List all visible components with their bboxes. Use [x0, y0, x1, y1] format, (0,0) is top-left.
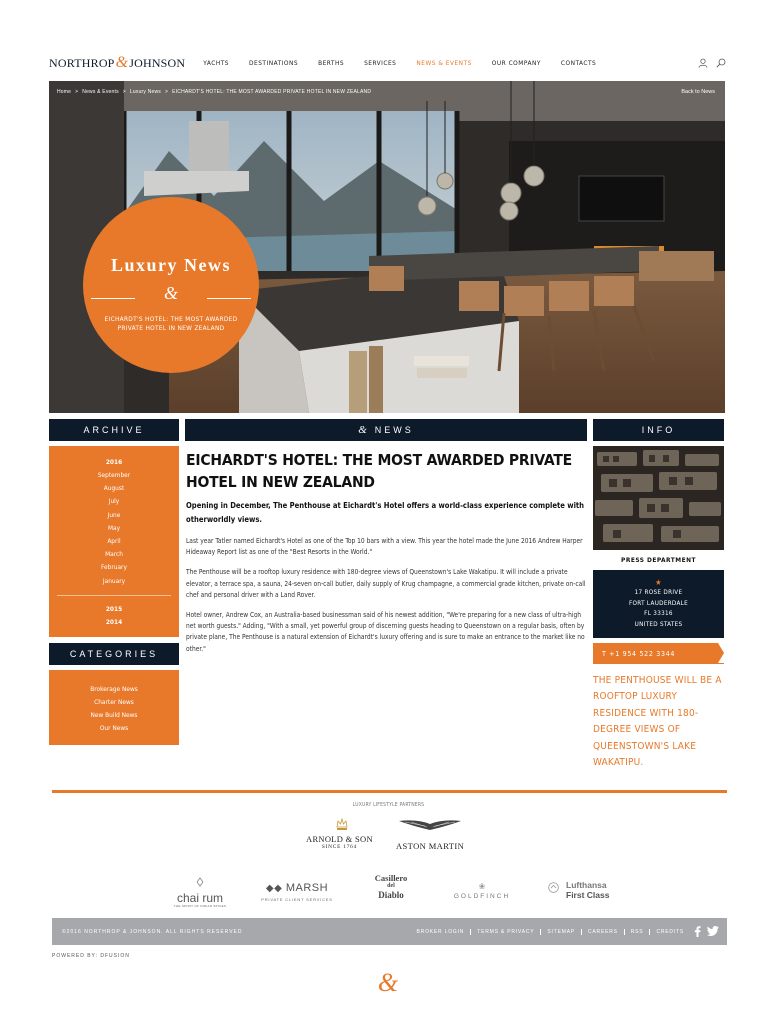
menu-item-contacts[interactable]: CONTACTS	[560, 59, 597, 67]
archive-month[interactable]: February	[101, 563, 127, 572]
archive-month[interactable]: March	[105, 550, 123, 559]
archive-month[interactable]: September	[97, 471, 131, 479]
user-icon[interactable]	[698, 58, 708, 68]
category-our-news[interactable]: Our News	[99, 723, 129, 732]
goldfinch-bird-icon: ❀	[478, 882, 486, 891]
archive-year-2014[interactable]: 2014	[105, 617, 123, 626]
powered-by: POWERED BY: DFUSION	[52, 953, 130, 959]
article-lead: Opening in December, The Penthouse at Eichardt's Hotel offers a world-class experience complete with otherworldly views.	[186, 501, 585, 524]
partner-arnold-son[interactable]	[306, 818, 373, 850]
site-logo[interactable]	[49, 54, 185, 72]
marsh-icon: ◆◆	[265, 883, 283, 894]
circle-divider-right	[207, 298, 251, 299]
address-line: 17 ROSE DRIVE	[634, 589, 683, 596]
marsh-sub: PRIVATE CLIENT SERVICES	[261, 897, 333, 902]
search-icon[interactable]	[716, 58, 726, 68]
partners-title: LUXURY LIFESTYLE PARTNERS	[352, 802, 425, 808]
address-line: FL 33316	[644, 610, 673, 617]
footer-link-broker-login[interactable]: BROKER LOGIN	[416, 928, 465, 935]
address-line: UNITED STATES	[634, 620, 683, 628]
archive-month[interactable]: July	[108, 497, 120, 506]
menu-item-our-company[interactable]: OUR COMPANY	[491, 59, 541, 67]
partner-chai-rum[interactable]	[170, 874, 230, 908]
partners-row-1	[300, 818, 480, 858]
back-to-news-link[interactable]: Back to News	[681, 89, 715, 95]
menu-item-news-events[interactable]: NEWS & EVENTS	[416, 59, 472, 67]
circle-ampersand: &	[163, 283, 178, 303]
info-header	[593, 419, 724, 441]
menu-item-berths[interactable]: BERTHS	[318, 59, 345, 67]
breadcrumb-current: EICHARDT'S HOTEL: THE MOST AWARDED PRIVATE HOTEL IN NEW ZEALAND	[172, 89, 372, 95]
lufthansa-crane-icon	[548, 882, 559, 893]
categories-title: CATEGORIES	[69, 648, 159, 659]
chai-rum-leaf-icon	[194, 877, 206, 887]
article-paragraph: Hotel owner, Andrew Cox, an Australia-based businessman said of his newest addition, "We're preparing for a new class of ultra-high net worth guests." Adding, "With a small, yet powerful group of discerning guests heading to Queenstown on a regular basis, often by private plane, The Penthouse is a natural extension of Eichardt's luxury offering and is sure to make an entrance to the market like no other."	[186, 611, 585, 653]
top-navigation	[49, 52, 726, 74]
arnold-son-since: SINCE 1764	[321, 844, 358, 850]
news-header	[185, 419, 587, 441]
archive-month[interactable]: April	[107, 537, 121, 546]
footer-link-credits[interactable]: CREDITS	[649, 929, 690, 935]
twitter-icon[interactable]	[707, 926, 719, 936]
article-paragraph: The Penthouse will be a rooftop luxury residence with 180-degree views of Queenstown's Lake Wakatipu. It will include a private elevator, a terrace spa, a sauna, 24-seven on-call butler, daily supply of Krug champagne, a commercial grade kitchen, private on-call chef and personal driver with a Land Rover.	[186, 568, 586, 599]
article	[185, 441, 587, 655]
chai-rum-sub: THE SPIRIT OF INDIAN SPICES	[173, 904, 227, 908]
news-ampersand-icon: &	[358, 424, 367, 436]
partner-lufthansa[interactable]	[548, 880, 624, 900]
footer-links	[411, 926, 719, 937]
facebook-icon[interactable]	[694, 926, 701, 937]
hero-banner	[49, 81, 725, 413]
arnold-son-name: ARNOLD & SON	[306, 834, 373, 844]
hero-title-circle	[83, 197, 259, 373]
archive-year-2015[interactable]: 2015	[105, 604, 123, 613]
archive-list	[49, 446, 179, 637]
main-menu	[203, 59, 616, 67]
partner-marsh[interactable]	[256, 882, 338, 902]
casillero-line-3: Diablo	[378, 890, 404, 900]
archive-month[interactable]: August	[103, 484, 125, 493]
right-sidebar	[593, 419, 724, 771]
categories-list	[49, 670, 179, 745]
phone-number[interactable]: T +1 954 522 3344	[593, 643, 724, 664]
hero-title: Luxury News	[110, 255, 231, 275]
pull-quote: THE PENTHOUSE WILL BE A ROOFTOP LUXURY RESIDENCE WITH 180-DEGREE VIEWS OF QUEENSTOWN'S LAKE WAKATIPU.	[593, 675, 722, 769]
casillero-line-1: Casillero	[374, 873, 408, 883]
partner-goldfinch[interactable]	[442, 882, 522, 900]
press-department-label: PRESS DEPARTMENT	[621, 556, 696, 564]
footer-ampersand-logo[interactable]: &	[377, 968, 399, 997]
breadcrumb-sep: >	[75, 89, 79, 95]
aston-martin-wings-icon	[397, 818, 463, 832]
crown-icon	[336, 818, 348, 832]
archive-month[interactable]: June	[107, 510, 121, 519]
breadcrumb-luxury-news[interactable]: Luxury News	[129, 89, 162, 95]
news-title: NEWS	[374, 425, 414, 435]
breadcrumb-sep: >	[165, 89, 169, 95]
left-sidebar	[49, 419, 179, 745]
printing-type-image	[593, 446, 724, 550]
article-headline: EICHARDT'S HOTEL: THE MOST AWARDED PRIVATE HOTEL IN NEW ZEALAND	[186, 451, 572, 491]
menu-item-yachts[interactable]: YACHTS	[203, 59, 230, 67]
breadcrumb-sep: >	[122, 89, 126, 95]
category-brokerage-news[interactable]: Brokerage News	[90, 684, 138, 693]
category-charter-news[interactable]: Charter News	[94, 697, 134, 706]
address-box	[593, 570, 724, 638]
footer-bar	[52, 918, 727, 945]
address-line: FORT LAUDERDALE	[628, 599, 688, 607]
footer-link-sitemap[interactable]: SITEMAP	[540, 929, 581, 935]
archive-header	[49, 419, 179, 441]
footer-link-terms-privacy[interactable]: TERMS & PRIVACY	[470, 929, 540, 935]
archive-year-2016[interactable]: 2016	[105, 458, 123, 466]
archive-divider	[57, 595, 171, 596]
article-paragraph: Last year Tatler named Eichardt's Hotel as one of the Top 10 bars with a view. This year the hotel made the June 2016 Andrew Harper Hideaway Report list as one of the "Best Resorts in the World."	[186, 537, 583, 557]
logo-text-left: NORTHROP	[49, 56, 115, 70]
logo-text-right: JOHNSON	[129, 56, 186, 70]
partner-aston-martin[interactable]	[396, 818, 464, 851]
partners-divider	[52, 790, 727, 793]
partner-casillero-del-diablo[interactable]	[366, 874, 416, 900]
breadcrumb-home[interactable]: Home	[57, 89, 72, 95]
partners-row-2	[170, 874, 630, 910]
news-column	[185, 419, 587, 655]
goldfinch-name: GOLDFINCH	[453, 893, 511, 900]
categories-header	[49, 643, 179, 665]
logo-ampersand: &	[115, 54, 129, 71]
category-new-build-news[interactable]: New Build News	[90, 710, 138, 719]
hero-subtitle: EICHARDT'S HOTEL: THE MOST AWARDED PRIVATE HOTEL IN NEW ZEALAND	[104, 315, 238, 333]
marsh-name: MARSH	[285, 882, 329, 894]
aston-martin-name: ASTON MARTIN	[396, 841, 465, 851]
breadcrumb	[57, 89, 375, 95]
archive-month[interactable]: May	[107, 523, 121, 532]
copyright: ©2016 NORTHROP & JOHNSON. ALL RIGHTS RESERVED	[62, 928, 243, 935]
menu-item-services[interactable]: SERVICES	[364, 59, 397, 67]
breadcrumb-news-events[interactable]: News & Events	[82, 89, 119, 95]
star-icon: ★	[655, 578, 662, 587]
casillero-line-2: del	[387, 883, 395, 889]
archive-title: ARCHIVE	[83, 425, 145, 435]
lufthansa-name: Lufthansa	[566, 880, 607, 890]
footer-link-rss[interactable]: RSS	[624, 929, 650, 935]
chai-rum-name: chai rum	[176, 891, 223, 905]
menu-item-destinations[interactable]: DESTINATIONS	[249, 59, 299, 67]
lufthansa-first-class: First Class	[566, 890, 610, 900]
archive-month[interactable]: January	[102, 576, 126, 585]
footer-link-careers[interactable]: CAREERS	[581, 929, 624, 935]
info-title: INFO	[641, 425, 676, 435]
